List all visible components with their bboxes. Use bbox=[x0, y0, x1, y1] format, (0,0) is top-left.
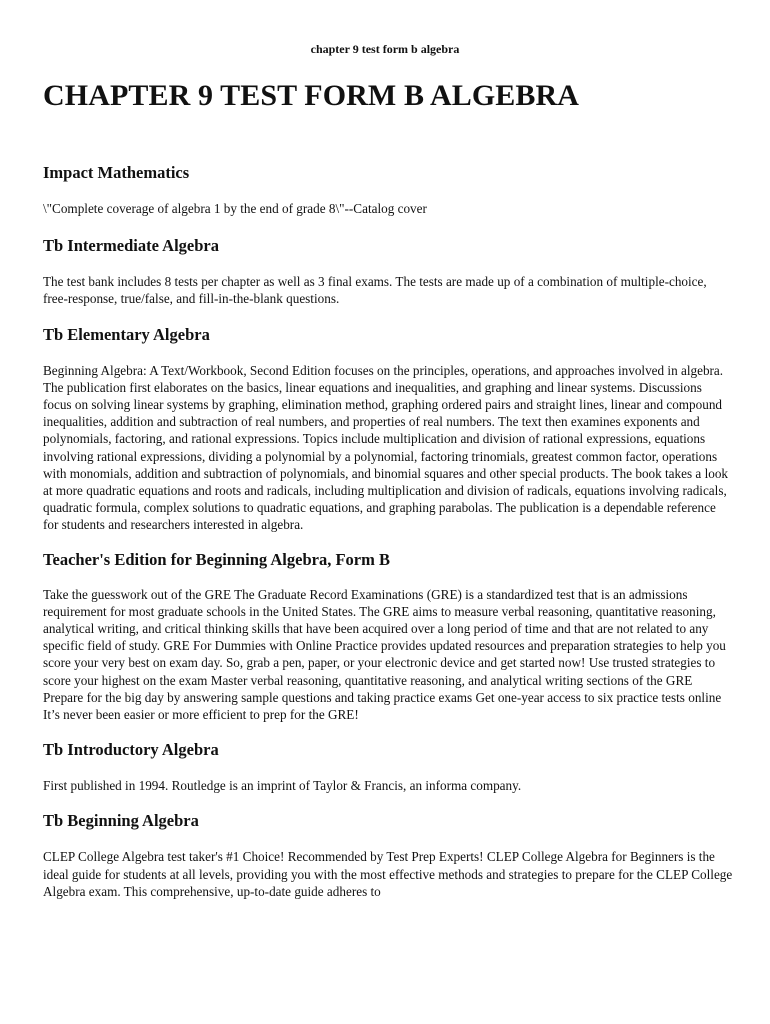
section-tb-beginning-algebra bbox=[43, 811, 733, 900]
section-heading: Tb Elementary Algebra bbox=[43, 324, 210, 344]
section-teachers-edition bbox=[43, 550, 733, 724]
section-heading: Impact Mathematics bbox=[43, 163, 190, 182]
section-body: The test bank includes 8 tests per chapter as well as 3 final exams. The tests are made up of a combination of multiple-choice, free-response, true/false, and fill-in-the-blank questions. bbox=[43, 274, 707, 307]
section-body: CLEP College Algebra test taker's #1 Choice! Recommended by Test Prep Experts! CLEP College Algebra for Beginners is the ideal guide for students at all levels, providing you with the most effective methods and strategies to prepare for the CLEP College Algebra exam. This comprehensive, up-to-date guide adheres to bbox=[43, 849, 733, 899]
section-body: Beginning Algebra: A Text/Workbook, Second Edition focuses on the principles, operations, and approaches involved in algebra. The publication first elaborates on the basics, linear equations and inequalities, and graphing and linear systems. Discussions focus on solving linear systems by graphing, elimination method, graphing ordered pairs and straight lines, linear and compound inequalities, addition and subtraction of real numbers, and properties of real numbers. The text then examines exponents and polynomials, factoring, and rational expressions. Topics include multiplication and division of rational expressions, equations involving rational expressions, dividing a polynomial by a polynomial, factoring trinomials, greatest common factor, operations with monomials, addition and subtraction of polynomials, and binomial squares and other special products. The book takes a look at more quadratic equations and roots and radicals, including multiplication and division of radicals, equations involving radicals, quadratic formula, complex solutions to quadratic equations, and graphing parabolas. The publication is a dependable reference for students and researchers interested in algebra. bbox=[43, 362, 729, 533]
section-tb-introductory-algebra bbox=[43, 740, 733, 794]
section-heading: Tb Intermediate Algebra bbox=[43, 236, 219, 256]
section-tb-elementary-algebra bbox=[43, 325, 733, 534]
document-content bbox=[43, 163, 733, 900]
section-heading: Tb Beginning Algebra bbox=[43, 811, 199, 831]
section-heading: Tb Introductory Algebra bbox=[43, 740, 219, 760]
running-header: chapter 9 test form b algebra bbox=[310, 42, 460, 56]
section-tb-intermediate-algebra bbox=[43, 236, 733, 307]
section-body: Take the guesswork out of the GRE The Graduate Record Examinations (GRE) is a standardized test that is an admissions requirement for most graduate schools in the United States. The GRE aims to measure verbal reasoning, quantitative reasoning, analytical writing, and critical thinking skills that have been acquired over a long period of time and that are not related to any specific field of study. GRE For Dummies with Online Practice provides updated resources and preparation strategies to help you score your very best on exam day. So, grab a pen, paper, or your electronic device and get started now! Use trusted strategies to score your highest on the exam Master verbal reasoning, quantitative reasoning, and analytical writing sections of the GRE Prepare for the big day by answering sample questions and taking practice exams Get one-year access to six practice tests online It’s never been easier or more efficient to prep for the GRE! bbox=[43, 586, 726, 723]
section-body: \"Complete coverage of algebra 1 by the end of grade 8\"--Catalog cover bbox=[43, 201, 427, 216]
section-body: First published in 1994. Routledge is an imprint of Taylor & Francis, an informa company. bbox=[43, 778, 522, 794]
section-heading: Teacher's Edition for Beginning Algebra, Form B bbox=[43, 549, 390, 569]
page-title: CHAPTER 9 TEST FORM B ALGEBRA bbox=[43, 79, 580, 112]
section-impact-mathematics bbox=[43, 163, 733, 217]
